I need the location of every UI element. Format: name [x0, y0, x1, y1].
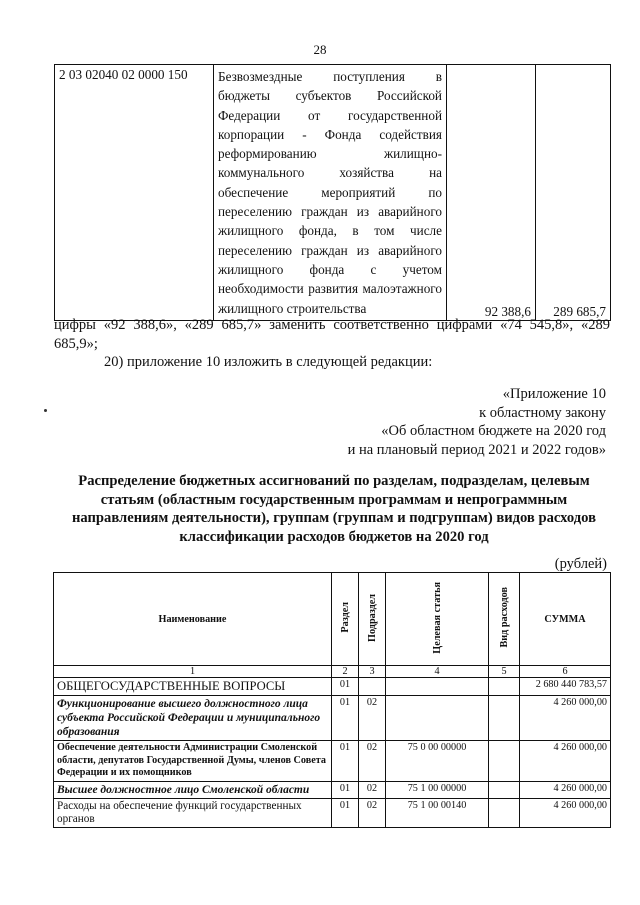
budget-table: [53, 572, 611, 828]
column-number: 2: [332, 666, 359, 678]
row-razdel: 01: [332, 678, 359, 696]
row-summa: 4 260 000,00: [520, 781, 611, 798]
currency-unit: (рублей): [554, 556, 607, 572]
margin-dot: [44, 409, 47, 412]
row-celevaya: 75 1 00 00000: [386, 781, 489, 798]
column-number: 5: [489, 666, 520, 678]
table-row: [54, 696, 611, 741]
header-vid: Вид расходов: [489, 573, 520, 666]
income-value-2021: 92 388,6: [447, 65, 536, 321]
table-row: [55, 65, 611, 321]
appendix-line: к областному закону: [479, 404, 606, 421]
column-number: 4: [386, 666, 489, 678]
column-number: 1: [54, 666, 332, 678]
row-name: Функционирование высшего должностного лица субъекта Российской Федерации и муниципального образования: [54, 696, 332, 741]
amendment-item-20: 20) приложение 10 изложить в следующей редакции:: [104, 354, 433, 370]
table-row: [54, 678, 611, 696]
row-name: Обеспечение деятельности Администрации Смоленской области, депутатов Государственной Думы, членов Совета Федерации и их помощников: [54, 741, 332, 782]
row-summa: 4 260 000,00: [520, 741, 611, 782]
row-name: ОБЩЕГОСУДАРСТВЕННЫЕ ВОПРОСЫ: [54, 678, 332, 696]
income-value-2022: 289 685,7: [536, 65, 611, 321]
document-title: Распределение бюджетных ассигнований по разделам, подразделам, целевым статьям (областным государственным программам и непрограммным направлениям деятельности), группам (группам и подгруппам) видов расходов классификации расходов бюджетов на 2020 год: [72, 473, 596, 545]
column-number-row: [54, 666, 611, 678]
column-number: 3: [359, 666, 386, 678]
row-vid: [489, 678, 520, 696]
header-summa: СУММА: [520, 573, 611, 666]
table-header-row: [54, 573, 611, 666]
row-vid: [489, 781, 520, 798]
row-podrazdel: 02: [359, 696, 386, 741]
appendix-line: и на плановый период 2021 и 2022 годов»: [347, 441, 606, 458]
row-summa: 2 680 440 783,57: [520, 678, 611, 696]
income-table: [54, 64, 611, 321]
table-row: [54, 741, 611, 782]
income-description: Безвозмездные поступления в бюджеты субъектов Российской Федерации от государственной корпорации - Фонда содействия реформированию жилищно-коммунального хозяйства на обеспечение мероприятий по переселению граждан из аварийного жилищного фонда, в том числе переселению граждан из аварийного жилищного фонда с учетом необходимости развития малоэтажного жилищного строительства: [214, 65, 447, 321]
row-razdel: 01: [332, 696, 359, 741]
column-number: 6: [520, 666, 611, 678]
row-celevaya: [386, 678, 489, 696]
row-celevaya: 75 1 00 00140: [386, 798, 489, 827]
appendix-header: [348, 385, 606, 459]
header-razdel: Раздел: [332, 573, 359, 666]
row-vid: [489, 798, 520, 827]
row-vid: [489, 741, 520, 782]
row-razdel: 01: [332, 781, 359, 798]
row-name: Расходы на обеспечение функций государственных органов: [54, 798, 332, 827]
header-podrazdel: Подраздел: [359, 573, 386, 666]
row-celevaya: [386, 696, 489, 741]
income-code: 2 03 02040 02 0000 150: [55, 65, 214, 321]
appendix-line: «Приложение 10: [502, 386, 606, 402]
header-name: Наименование: [54, 573, 332, 666]
row-vid: [489, 696, 520, 741]
table-row: [54, 798, 611, 827]
row-summa: 4 260 000,00: [520, 798, 611, 827]
row-razdel: 01: [332, 741, 359, 782]
row-podrazdel: [359, 678, 386, 696]
row-podrazdel: 02: [359, 741, 386, 782]
appendix-line: «Об областном бюджете на 2020 год: [381, 423, 606, 439]
row-summa: 4 260 000,00: [520, 696, 611, 741]
row-podrazdel: 02: [359, 781, 386, 798]
table-row: [54, 781, 611, 798]
header-celevaya: Целевая статья: [386, 573, 489, 666]
row-name: Высшее должностное лицо Смоленской области: [54, 781, 332, 798]
row-celevaya: 75 0 00 00000: [386, 741, 489, 782]
page-number: 28: [313, 42, 327, 57]
row-razdel: 01: [332, 798, 359, 827]
row-podrazdel: 02: [359, 798, 386, 827]
amendment-paragraph: цифры «92 388,6», «289 685,7» заменить соответственно цифрами «74 545,8», «289 685,9»;: [54, 317, 610, 352]
